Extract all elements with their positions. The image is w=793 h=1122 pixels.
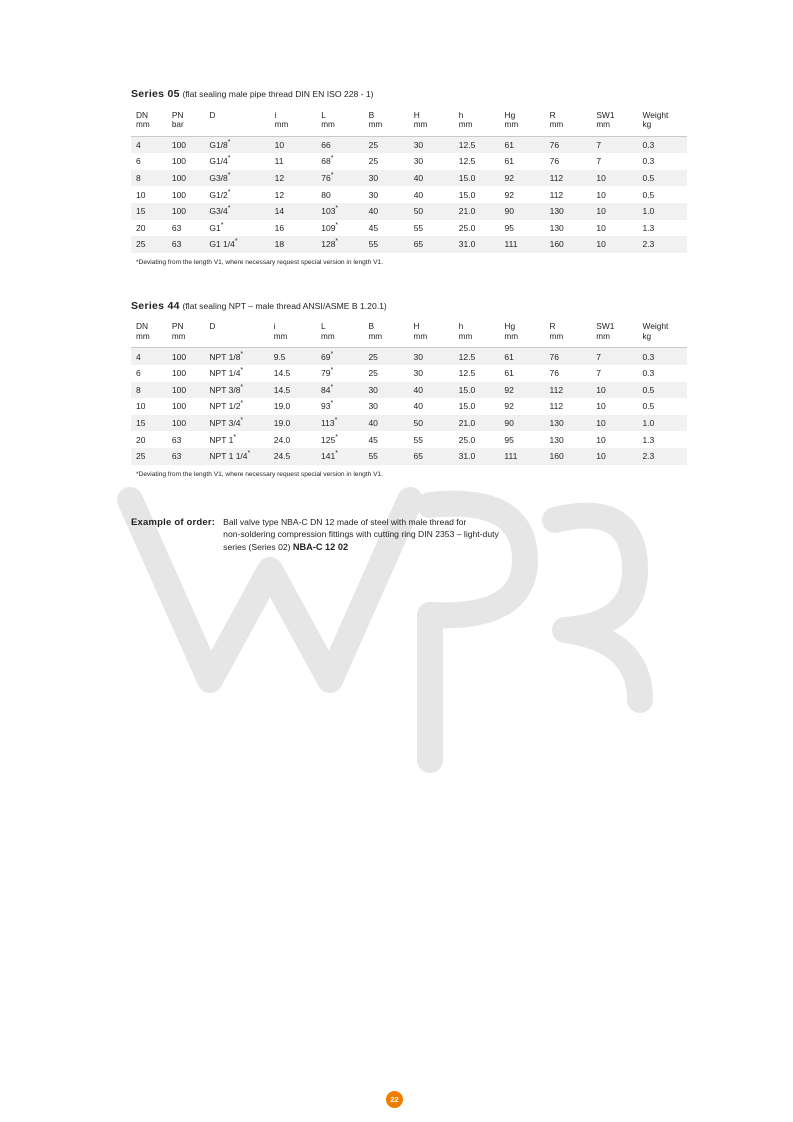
table-cell: NPT 3/8* xyxy=(204,382,268,399)
table-row xyxy=(131,170,687,187)
table-cell: 25.0 xyxy=(454,220,500,237)
col-header-h-lower: h mm xyxy=(454,319,500,348)
table-cell: 10 xyxy=(591,398,637,415)
footnote-marker: * xyxy=(247,450,251,458)
table-cell: 7 xyxy=(591,153,637,170)
table-cell: 40 xyxy=(409,382,454,399)
example-line-3 xyxy=(223,541,499,555)
table-cell: 93* xyxy=(316,398,363,415)
table-cell: 0.3 xyxy=(637,365,687,382)
table-cell: 10 xyxy=(131,186,167,203)
table-cell: 10 xyxy=(591,203,637,220)
footnote-marker: * xyxy=(335,450,338,458)
table-footnote: *Deviating from the length V1, where necessary request special version in length V1. xyxy=(136,258,384,266)
section-title-strong: Series 05 xyxy=(131,88,180,100)
footnote-marker: * xyxy=(227,188,231,196)
table-row xyxy=(131,431,687,448)
table-cell: 40 xyxy=(409,186,454,203)
table-cell: 63 xyxy=(167,220,205,237)
table-cell: 40 xyxy=(409,170,454,187)
footnote-marker: * xyxy=(335,205,339,213)
table-body xyxy=(131,348,687,465)
table-cell: 112 xyxy=(545,398,592,415)
table-cell: 128* xyxy=(316,236,363,253)
table-cell: 100 xyxy=(167,365,205,382)
table-row xyxy=(131,186,687,203)
footnote-marker: * xyxy=(240,367,244,375)
footnote-marker: * xyxy=(335,222,339,230)
col-header-r: R mm xyxy=(545,108,592,137)
table-row xyxy=(131,398,687,415)
col-header-sw1: SW1 mm xyxy=(591,319,637,348)
table-cell: 63 xyxy=(167,431,205,448)
table-cell: 68* xyxy=(316,153,363,170)
table-cell: 12.5 xyxy=(454,136,500,153)
footnote-marker: * xyxy=(227,205,231,213)
table-cell: 20 xyxy=(131,220,167,237)
table-cell: 100 xyxy=(167,186,205,203)
table-cell: 84* xyxy=(316,382,363,399)
table-cell: 103* xyxy=(316,203,363,220)
table-cell: G1/4* xyxy=(204,153,269,170)
section-title-sub: (flat sealing NPT – male thread ANSI/ASME B 1.20.1) xyxy=(182,300,387,311)
table-cell: 61 xyxy=(499,365,544,382)
table-cell: NPT 1/8* xyxy=(204,348,268,365)
example-order-code: NBA-C 12 02 xyxy=(292,542,349,553)
section-title xyxy=(131,88,691,101)
table-cell: 0.5 xyxy=(637,398,687,415)
table-cell: 95 xyxy=(499,431,544,448)
example-of-order xyxy=(131,516,691,556)
table-cell: 30 xyxy=(409,153,454,170)
table-cell: 0.5 xyxy=(637,382,687,399)
table-cell: 8 xyxy=(131,382,167,399)
footnote-marker: * xyxy=(240,384,244,391)
table-cell: 130 xyxy=(545,203,592,220)
table-cell: 6 xyxy=(131,365,167,382)
table-cell: 16 xyxy=(270,220,317,237)
footnote-marker: * xyxy=(227,139,231,147)
footnote-marker: * xyxy=(330,172,334,180)
table-row xyxy=(131,448,687,465)
table-cell: 92 xyxy=(500,186,545,203)
example-line-2: non-soldering compression fittings with cutting ring DIN 2353 – light-duty xyxy=(223,529,499,540)
table-cell: 10 xyxy=(591,431,637,448)
table-cell: 55 xyxy=(363,448,408,465)
table-cell: NPT 1/4* xyxy=(204,365,268,382)
table-cell: 69* xyxy=(316,348,363,365)
table-row xyxy=(131,236,687,253)
table-cell: 25 xyxy=(363,348,408,365)
table-cell: 1.0 xyxy=(637,203,687,220)
table-cell: 7 xyxy=(591,365,637,382)
col-header-hg: Hg mm xyxy=(499,319,544,348)
table-cell: G1* xyxy=(204,220,269,237)
table-header-row xyxy=(131,319,687,348)
table-cell: 76* xyxy=(316,170,363,187)
footnote-marker: * xyxy=(330,350,334,358)
table-cell: 0.3 xyxy=(637,153,687,170)
section-title-sub: (flat sealing male pipe thread DIN EN ISO 228 - 1) xyxy=(182,89,374,99)
table-cell: 4 xyxy=(131,348,167,365)
example-label: Example of order: xyxy=(131,516,216,528)
table-cell: 25.0 xyxy=(454,431,500,448)
col-header-h-upper: H mm xyxy=(409,108,454,137)
table-cell: 31.0 xyxy=(454,236,500,253)
table-cell: 31.0 xyxy=(454,448,500,465)
table-cell: 12.5 xyxy=(454,153,500,170)
footnote-marker: * xyxy=(330,155,334,163)
table-cell: 30 xyxy=(409,365,454,382)
table-cell: 10 xyxy=(591,415,637,432)
table-cell: 130 xyxy=(545,415,592,432)
table-cell: 61 xyxy=(500,136,545,153)
table-cell: 80 xyxy=(316,186,363,203)
table-cell: NPT 3/4* xyxy=(204,415,268,432)
table-cell: 10 xyxy=(591,236,637,253)
col-header-dn: DN mm xyxy=(131,108,167,137)
table-cell: 40 xyxy=(363,415,408,432)
table-cell: 24.0 xyxy=(269,431,316,448)
table-cell: 109* xyxy=(316,220,363,237)
section-series-44 xyxy=(131,300,691,478)
col-header-pn: PN bar xyxy=(167,108,205,137)
table-cell: 10 xyxy=(591,186,637,203)
table-row xyxy=(131,365,687,382)
table-cell: 15.0 xyxy=(454,170,500,187)
table-cell: 100 xyxy=(167,170,205,187)
table-cell: 100 xyxy=(167,348,205,365)
table-cell: 2.3 xyxy=(637,236,687,253)
table-cell: 15.0 xyxy=(454,382,500,399)
table-cell: 55 xyxy=(364,236,409,253)
table-cell: 63 xyxy=(167,236,205,253)
table-cell: 25 xyxy=(363,365,408,382)
table-cell: 10 xyxy=(591,382,637,399)
table-cell: 40 xyxy=(409,398,454,415)
table-cell: 111 xyxy=(499,448,544,465)
table-cell: 76 xyxy=(545,348,592,365)
table-cell: 65 xyxy=(409,236,454,253)
table-cell: 90 xyxy=(499,415,544,432)
footnote-marker: * xyxy=(227,155,231,163)
col-header-hg: Hg mm xyxy=(500,108,545,137)
table-row xyxy=(131,415,687,432)
table-cell: 12 xyxy=(270,170,317,187)
table-cell: G3/4* xyxy=(204,203,269,220)
table-cell: 15 xyxy=(131,203,167,220)
table-cell: 10 xyxy=(591,448,637,465)
table-cell: 25 xyxy=(364,136,409,153)
table-cell: 92 xyxy=(499,398,544,415)
section-title xyxy=(131,300,691,313)
footnote-marker: * xyxy=(330,384,334,391)
table-body xyxy=(131,136,687,253)
example-body xyxy=(223,516,499,556)
table-cell: 20 xyxy=(131,431,167,448)
table-cell: 130 xyxy=(545,220,592,237)
footnote-marker: * xyxy=(335,238,339,246)
table-cell: 2.3 xyxy=(637,448,687,465)
table-cell: 50 xyxy=(409,415,454,432)
col-header-pn: PN mm xyxy=(167,319,205,348)
table-cell: 1.0 xyxy=(637,415,687,432)
table-cell: 6 xyxy=(131,153,167,170)
table-cell: 7 xyxy=(591,136,637,153)
table-cell: 100 xyxy=(167,398,205,415)
table-cell: 15.0 xyxy=(454,186,500,203)
table-cell: 19.0 xyxy=(269,415,316,432)
table-cell: 21.0 xyxy=(454,203,500,220)
table-row xyxy=(131,348,687,365)
table-cell: 4 xyxy=(131,136,167,153)
footnote-marker: * xyxy=(330,400,334,408)
table-cell: 112 xyxy=(545,186,592,203)
footnote-marker: * xyxy=(240,417,244,425)
table-cell: 15 xyxy=(131,415,167,432)
table-cell: 76 xyxy=(545,153,592,170)
footnote-marker: * xyxy=(234,238,238,246)
table-cell: 18 xyxy=(270,236,317,253)
table-cell: 0.5 xyxy=(637,186,687,203)
table-cell: 65 xyxy=(409,448,454,465)
table-cell: 111 xyxy=(500,236,545,253)
table-cell: 12.5 xyxy=(454,365,500,382)
section-series-05 xyxy=(131,88,691,266)
table-cell: 76 xyxy=(545,136,592,153)
table-cell: 40 xyxy=(364,203,409,220)
table-cell: 15.0 xyxy=(454,398,500,415)
page-content xyxy=(131,88,691,555)
table-cell: 61 xyxy=(500,153,545,170)
table-cell: 100 xyxy=(167,136,205,153)
table-cell: 95 xyxy=(500,220,545,237)
table-cell: 30 xyxy=(409,136,454,153)
table-cell: 7 xyxy=(591,348,637,365)
table-cell: 12 xyxy=(270,186,317,203)
footnote-marker: * xyxy=(240,350,244,358)
table-cell: 79* xyxy=(316,365,363,382)
table-cell: G1/2* xyxy=(204,186,269,203)
table-cell: 125* xyxy=(316,431,363,448)
table-cell: 10 xyxy=(591,170,637,187)
col-header-l: L mm xyxy=(316,319,363,348)
table-cell: 100 xyxy=(167,153,205,170)
col-header-r: R mm xyxy=(545,319,592,348)
table-cell: 14 xyxy=(270,203,317,220)
footnote-marker: * xyxy=(233,433,237,441)
table-cell: 8 xyxy=(131,170,167,187)
table-cell: 92 xyxy=(499,382,544,399)
col-header-dn: DN mm xyxy=(131,319,167,348)
table-cell: 141* xyxy=(316,448,363,465)
table-cell: 55 xyxy=(409,220,454,237)
table-cell: 0.5 xyxy=(637,170,687,187)
table-cell: 25 xyxy=(364,153,409,170)
section-title-strong: Series 44 xyxy=(131,299,180,312)
table-cell: 61 xyxy=(499,348,544,365)
table-cell: 30 xyxy=(363,382,408,399)
table-cell: 24.5 xyxy=(269,448,316,465)
page-number-badge: 22 xyxy=(386,1091,403,1108)
table-cell: 113* xyxy=(316,415,363,432)
table-cell: 9.5 xyxy=(269,348,316,365)
section-spacer xyxy=(131,266,691,300)
col-header-d: D xyxy=(204,108,269,137)
table-cell: 160 xyxy=(545,448,592,465)
table-cell: 66 xyxy=(316,136,363,153)
table-cell: 100 xyxy=(167,382,205,399)
table-header-row xyxy=(131,108,687,137)
table-cell: 130 xyxy=(545,431,592,448)
table-cell: 100 xyxy=(167,415,205,432)
table-cell: 21.0 xyxy=(454,415,500,432)
table-cell: 30 xyxy=(364,170,409,187)
table-cell: 92 xyxy=(500,170,545,187)
footnote-marker: * xyxy=(330,367,334,375)
example-line-3-prefix: series (Series 02) xyxy=(223,542,293,553)
table-row xyxy=(131,382,687,399)
spec-table-series-05 xyxy=(131,108,687,253)
example-line-1: Ball valve type NBA-C DN 12 made of steel with male thread for xyxy=(223,516,467,527)
table-footnote: *Deviating from the length V1, where necessary request special version in length V1. xyxy=(136,470,384,478)
table-cell: 12.5 xyxy=(454,348,500,365)
table-cell: G1 1/4* xyxy=(204,236,269,253)
table-cell: NPT 1/2* xyxy=(204,398,268,415)
table-cell: 90 xyxy=(500,203,545,220)
col-header-weight: Weight kg xyxy=(637,108,687,137)
col-header-weight: Weight kg xyxy=(637,319,687,348)
table-cell: 25 xyxy=(131,236,167,253)
table-cell: 30 xyxy=(363,398,408,415)
table-cell: 11 xyxy=(270,153,317,170)
table-cell: 25 xyxy=(131,448,167,465)
footnote-marker: * xyxy=(240,400,244,408)
table-cell: 10 xyxy=(270,136,317,153)
col-header-h-upper: H mm xyxy=(409,319,454,348)
table-cell: 14.5 xyxy=(269,382,316,399)
col-header-i: i mm xyxy=(270,108,317,137)
table-cell: 19.0 xyxy=(269,398,316,415)
table-cell: 45 xyxy=(363,431,408,448)
table-cell: 14.5 xyxy=(269,365,316,382)
table-cell: 100 xyxy=(167,203,205,220)
table-cell: 30 xyxy=(409,348,454,365)
table-cell: 45 xyxy=(364,220,409,237)
col-header-l: L mm xyxy=(316,108,363,137)
table-cell: NPT 1* xyxy=(204,431,268,448)
table-cell: 10 xyxy=(131,398,167,415)
col-header-h-lower: h mm xyxy=(454,108,500,137)
footnote-marker: * xyxy=(334,417,338,425)
table-cell: 63 xyxy=(167,448,205,465)
table-row xyxy=(131,203,687,220)
col-header-i: i mm xyxy=(269,319,316,348)
footnote-marker: * xyxy=(220,222,224,230)
table-cell: 1.3 xyxy=(637,220,687,237)
table-cell: 76 xyxy=(545,365,592,382)
table-cell: 0.3 xyxy=(637,348,687,365)
table-row xyxy=(131,153,687,170)
col-header-b: B mm xyxy=(364,108,409,137)
footnote-marker: * xyxy=(335,433,338,441)
table-cell: 1.3 xyxy=(637,431,687,448)
table-cell: NPT 1 1/4* xyxy=(204,448,268,465)
table-row xyxy=(131,136,687,153)
table-cell: 160 xyxy=(545,236,592,253)
col-header-b: B mm xyxy=(363,319,408,348)
table-cell: 50 xyxy=(409,203,454,220)
col-header-d: D xyxy=(204,319,268,348)
table-cell: G3/8* xyxy=(204,170,269,187)
spec-table-series-44 xyxy=(131,319,687,464)
table-cell: 0.3 xyxy=(637,136,687,153)
col-header-sw1: SW1 mm xyxy=(591,108,637,137)
table-cell: 112 xyxy=(545,382,592,399)
table-cell: 112 xyxy=(545,170,592,187)
table-cell: 55 xyxy=(409,431,454,448)
table-cell: 10 xyxy=(591,220,637,237)
table-cell: 30 xyxy=(364,186,409,203)
table-row xyxy=(131,220,687,237)
table-cell: G1/8* xyxy=(204,136,269,153)
footnote-marker: * xyxy=(227,172,231,180)
